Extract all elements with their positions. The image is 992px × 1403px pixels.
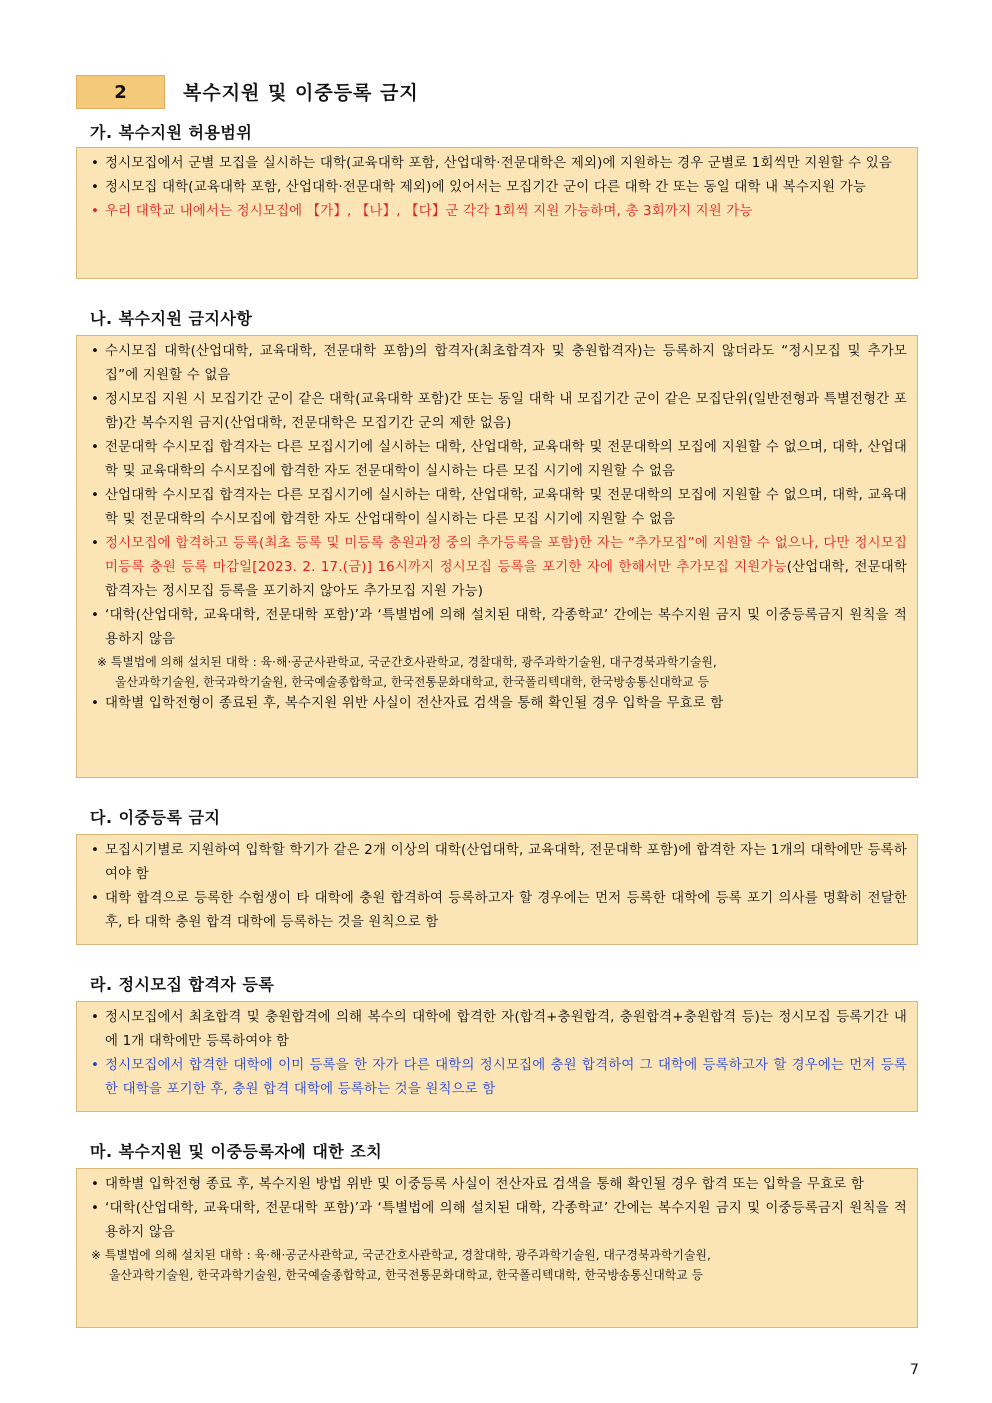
list-item-black-part: (산업대학, 전문대학 합격자는 정시모집 등록을 포기하지 않아도 추가모집 지원 가능) [105, 560, 907, 599]
page-number: 7 [910, 1362, 919, 1378]
list-item-mixed [91, 532, 907, 604]
list-item: • 정시모집 지원 시 모집기간 군이 같은 대학(교육대학 포함)간 또는 동일 대학 내 모집기간 군이 같은 모집단위(일반전형과 특별전형간 포함)간 복수지원 금지(산업대학, 전문대학은 모집기간 군의 제한 없음) [91, 388, 907, 436]
list-item: • 정시모집에서 최초합격 및 충원합격에 의해 복수의 대학에 합격한 자(합격+충원합격, 충원합격+충원합격 등)는 정시모집 등록기간 내에 1개 대학에만 등록하여야 함 [91, 1006, 907, 1054]
subsection-box-da [76, 834, 918, 945]
list-item-highlight: • 우리 대학교 내에서는 정시모집에 【가】, 【나】, 【다】군 각각 1회씩 지원 가능하며, 총 3회까지 지원 가능 [91, 200, 907, 224]
subsection-title-ga: 가. 복수지원 허용범위 [90, 123, 253, 142]
list-item: • 수시모집 대학(산업대학, 교육대학, 전문대학 포함)의 합격자(최초합격자 및 충원합격자)는 등록하지 않더라도 “정시모집 및 추가모집”에 지원할 수 없음 [91, 340, 907, 388]
list-item: • 대학별 입학전형 종료 후, 복수지원 방법 위반 및 이중등록 사실이 전산자료 검색을 통해 확인될 경우 합격 또는 입학을 무효로 함 [91, 1173, 907, 1197]
list-item-highlight: • 정시모집에서 합격한 대학에 이미 등록을 한 자가 다른 대학의 정시모집에 충원 합격하여 그 대학에 등록하고자 할 경우에는 먼저 등록한 대학을 포기한 후, 충원 합격 대학에 등록하는 것을 원칙으로 함 [91, 1054, 907, 1102]
section-number-badge: 2 [76, 75, 165, 109]
subsection-title-na: 나. 복수지원 금지사항 [90, 309, 253, 328]
list-item-red-part: 정시모집에 합격하고 등록(최초 등록 및 미등록 충원과정 중의 추가등록을 포함)한 자는 “추가모집”에 지원할 수 없으나, 다만 정시모집 미등록 충원 등록 마감일[2023. 2. 17.(금)] 16시까지 정시모집 등록을 포기한 자에 한해서만 추가모집 지원가능 [105, 536, 907, 575]
list-item: • 대학별 입학전형이 종료된 후, 복수지원 위반 사실이 전산자료 검색을 통해 확인될 경우 입학을 무효로 함 [91, 692, 907, 716]
section-title: 복수지원 및 이중등록 금지 [183, 82, 419, 104]
list-item: • 모집시기별로 지원하여 입학할 학기가 같은 2개 이상의 대학(산업대학, 교육대학, 전문대학 포함)에 합격한 자는 1개의 대학에만 등록하여야 함 [91, 839, 907, 887]
list-item: • 대학 합격으로 등록한 수험생이 타 대학에 충원 합격하여 등록하고자 할 경우에는 먼저 등록한 대학에 등록 포기 의사를 명확히 전달한 후, 타 대학 충원 합격 대학에 등록하는 것을 원칙으로 함 [91, 887, 907, 935]
subsection-title-ra: 라. 정시모집 합격자 등록 [90, 975, 275, 994]
subsection-title-ma: 마. 복수지원 및 이중등록자에 대한 조치 [90, 1142, 383, 1161]
list-item: • 전문대학 수시모집 합격자는 다른 모집시기에 실시하는 대학, 산업대학, 교육대학 및 전문대학의 모집에 지원할 수 없으며, 대학, 산업대학 및 교육대학의 수시모집에 합격한 자도 전문대학이 실시하는 다른 모집 시기에 지원할 수 없음 [91, 436, 907, 484]
list-item: • ‘대학(산업대학, 교육대학, 전문대학 포함)’과 ‘특별법에 의해 설치된 대학, 각종학교’ 간에는 복수지원 금지 및 이중등록금지 원칙을 적용하지 않음 [91, 1197, 907, 1245]
note-line-2: 울산과학기술원, 한국과학기술원, 한국예술종합학교, 한국전통문화대학교, 한국폴리텍대학, 한국방송통신대학교 등 [115, 675, 710, 689]
subsection-title-da: 다. 이중등록 금지 [90, 808, 221, 827]
subsection-box-na [76, 335, 918, 778]
subsection-box-ma [76, 1168, 918, 1328]
note-line-1: ※ 특별법에 의해 설치된 대학 : 육·해·공군사관학교, 국군간호사관학교, 경찰대학, 광주과학기술원, 대구경북과학기술원, [97, 655, 717, 669]
list-item: • 정시모집 대학(교육대학 포함, 산업대학·전문대학 제외)에 있어서는 모집기간 군이 다른 대학 간 또는 동일 대학 내 복수지원 가능 [91, 176, 907, 200]
list-item: • 산업대학 수시모집 합격자는 다른 모집시기에 실시하는 대학, 산업대학, 교육대학 및 전문대학의 모집에 지원할 수 없으며, 대학, 교육대학 및 전문대학의 수시모집에 합격한 자도 산업대학이 실시하는 다른 모집 시기에 지원할 수 없음 [91, 484, 907, 532]
note-line-1: ※ 특별법에 의해 설치된 대학 : 육·해·공군사관학교, 국군간호사관학교, 경찰대학, 광주과학기술원, 대구경북과학기술원, [91, 1248, 711, 1262]
subsection-box-ra [76, 1001, 918, 1112]
list-item: • ‘대학(산업대학, 교육대학, 전문대학 포함)’과 ‘특별법에 의해 설치된 대학, 각종학교’ 간에는 복수지원 금지 및 이중등록금지 원칙을 적용하지 않음 [91, 604, 907, 652]
note-line-2: 울산과학기술원, 한국과학기술원, 한국예술종합학교, 한국전통문화대학교, 한국폴리텍대학, 한국방송통신대학교 등 [109, 1268, 704, 1282]
special-law-note [91, 1245, 907, 1285]
list-item: • 정시모집에서 군별 모집을 실시하는 대학(교육대학 포함, 산업대학·전문대학은 제외)에 지원하는 경우 군별로 1회씩만 지원할 수 있음 [91, 152, 907, 176]
subsection-box-ga [76, 147, 918, 279]
special-law-note [91, 652, 907, 692]
